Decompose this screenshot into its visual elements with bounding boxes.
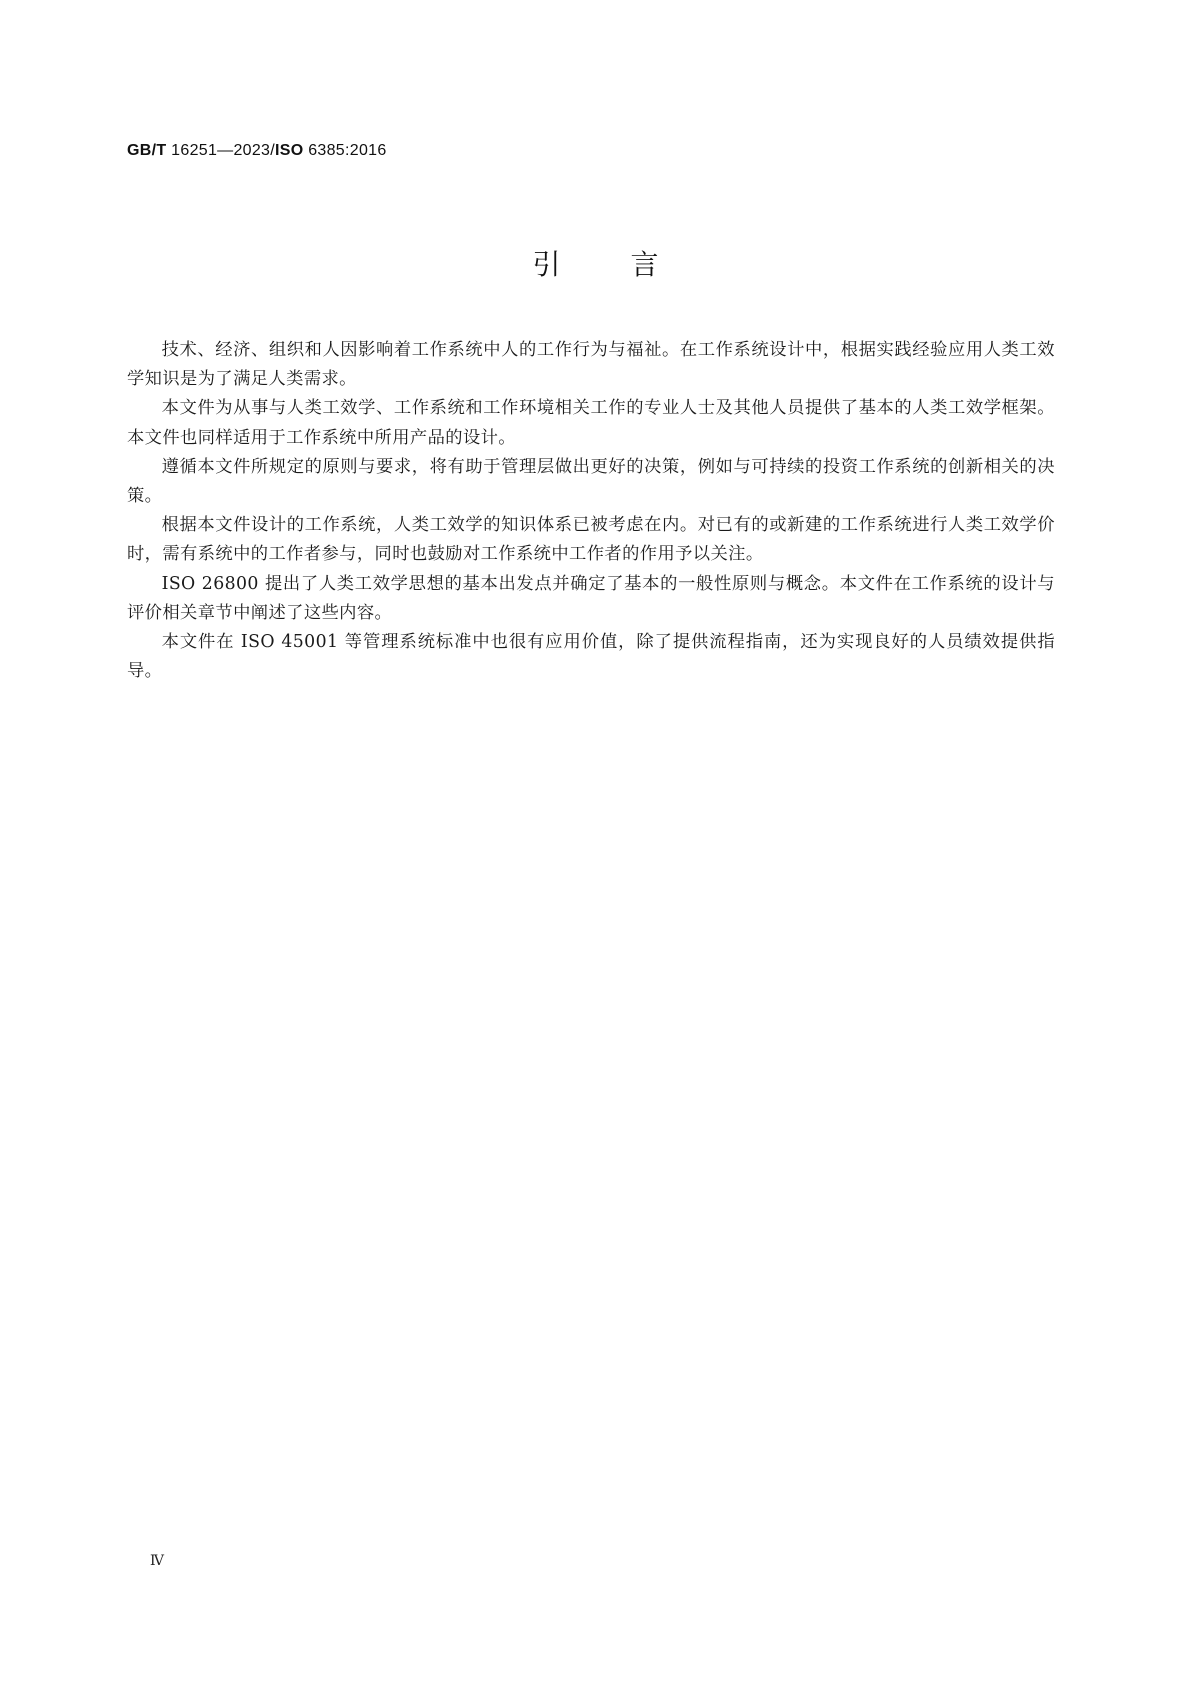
paragraph: 遵循本文件所规定的原则与要求，将有助于管理层做出更好的决策，例如与可持续的投资工作系统的创新相关的决策。: [127, 456, 1055, 507]
paragraph: ISO 26800 提出了人类工效学思想的基本出发点并确定了基本的一般性原则与概念。本文件在工作系统的设计与评价相关章节中阐述了这些内容。: [127, 573, 1055, 623]
standard-code: GB/T: [127, 142, 167, 159]
paragraph: 根据本文件设计的工作系统，人类工效学的知识体系已被考虑在内。对已有的或新建的工作系统进行人类工效学价时，需有系统中的工作者参与，同时也鼓励对工作系统中工作者的作用予以关注。: [127, 515, 1055, 565]
iso-code: ISO: [275, 142, 304, 159]
paragraph: 本文件在 ISO 45001 等管理系统标准中也很有应用价值，除了提供流程指南，还为实现良好的人员绩效提供指导。: [127, 632, 1055, 682]
iso-number: 6385:2016: [303, 142, 387, 159]
section-title: 引言: [532, 248, 729, 281]
standard-number-header: [127, 142, 387, 160]
paragraph: 本文件为从事与人类工效学、工作系统和工作环境相关工作的专业人士及其他人员提供了基本的人类工效学框架。本文件也同样适用于工作系统中所用产品的设计。: [127, 398, 1055, 448]
introduction-body: [127, 336, 1055, 686]
paragraph: 技术、经济、组织和人因影响着工作系统中人的工作行为与福祉。在工作系统设计中，根据实践经验应用人类工效学知识是为了满足人类需求。: [127, 340, 1055, 390]
page-number: Ⅳ: [150, 1553, 164, 1569]
standard-number: 16251—2023/: [166, 142, 275, 159]
